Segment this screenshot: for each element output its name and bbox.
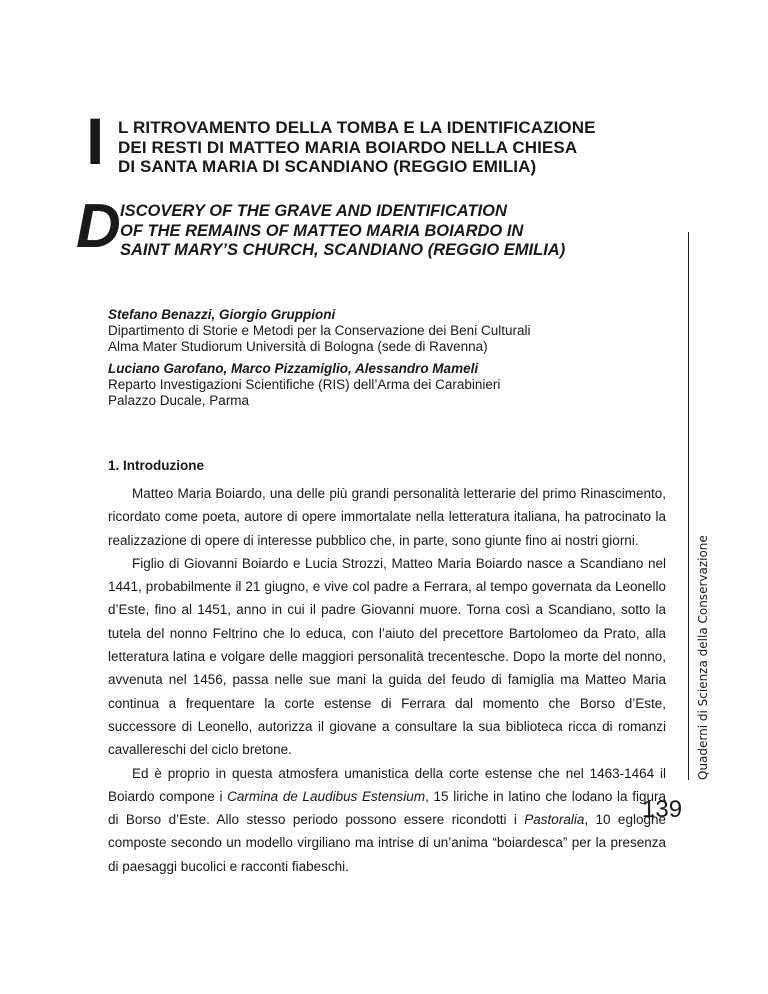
author-names: Luciano Garofano, Marco Pizzamiglio, Alessandro Mameli (108, 361, 479, 376)
affiliation-line: Reparto Investigazioni Scientifiche (RIS) dell’Arma dei Carabinieri (108, 377, 501, 392)
affiliation-line: Palazzo Ducale, Parma (108, 393, 250, 408)
italic-work-title: Pastoralia (524, 812, 585, 828)
paragraph-text: , 10 egloghe composte secondo un modello virgiliano ma intrise di un’anima “boiardesca” per la presenza di paesaggi bucolici e racconti fiabeschi. (108, 812, 666, 874)
body-text (108, 482, 666, 878)
title-it-line: DI SANTA MARIA DI SCANDIANO (REGGIO EMILIA) (118, 157, 537, 176)
author-block (108, 361, 668, 409)
section-heading: 1. Introduzione (108, 458, 204, 473)
side-rule (688, 232, 689, 780)
author-block (108, 307, 668, 355)
page-number: 139 (642, 796, 683, 823)
paragraph: Figlio di Giovanni Boiardo e Lucia Strozzi, Matteo Maria Boiardo nasce a Scandiano nel 1441, probabilmente il 21 giugno, e vive col padre a Ferrara, al tempo governata da Leonello d’Este, fino al 1451, anno in cui il padre Giovanni muore. Torna così a Scandiano, sotto la tutela del nonno Feltrino che lo educa, con l’aiuto del precettore Bartolomeo da Prato, alla letteratura latina e volgare delle maggiori personalità trecentesche. Dopo la morte del nonno, avvenuta nel 1456, passa nelle sue mani la guida del feudo di famiglia ma Matteo Maria continua a frequentare la corte estense di Ferrara dal momento che Borso d’Este, successore di Leonello, autorizza il giovane a consultare la sua biblioteca ricca di romanzi cavallereschi del ciclo bretone. (108, 555, 666, 758)
title-en-line: OF THE REMAINS OF MATTEO MARIA BOIARDO IN (120, 221, 524, 240)
paragraph (108, 762, 666, 878)
italic-work-title: Carmina de Laudibus Estensium (227, 788, 426, 804)
title-it-line: DEI RESTI DI MATTEO MARIA BOIARDO NELLA CHIESA (118, 137, 578, 157)
journal-label: Quaderni di Scienza della Conservazione (696, 535, 710, 780)
paragraph-text: Ed è proprio in questa atmosfera umanistica della corte estense che nel 1463-1464 il Boiardo compone i (108, 765, 666, 804)
paragraph-text: , 15 liriche in latino che lodano la figura di Borso d’Este. Allo stesso periodo possono essere ricondotti i (108, 788, 666, 828)
title-en-initial: D (76, 192, 121, 261)
title-english (120, 202, 640, 261)
title-en-line: SAINT MARY’S CHURCH, SCANDIANO (REGGIO EMILIA) (120, 241, 566, 259)
author-names: Stefano Benazzi, Giorgio Gruppioni (108, 307, 336, 322)
title-it-initial: I (86, 104, 105, 178)
paragraph: Matteo Maria Boiardo, una delle più grandi personalità letterarie del primo Rinascimento, ricordato come poeta, autore di opere immortalate nella letteratura italiana, ha patrocinato la realizzazione di opere di interesse pubblico che, in parte, sono giunte fino ai nostri giorni. (108, 486, 666, 548)
affiliation-line: Alma Mater Studiorum Università di Bologna (sede di Ravenna) (108, 339, 488, 354)
title-en-line: ISCOVERY OF THE GRAVE AND IDENTIFICATION (120, 202, 507, 220)
title-italian (118, 118, 658, 177)
affiliation-line: Dipartimento di Storie e Metodi per la Conservazione dei Beni Culturali (108, 323, 531, 338)
title-it-line: L RITROVAMENTO DELLA TOMBA E LA IDENTIFICAZIONE (118, 118, 596, 137)
